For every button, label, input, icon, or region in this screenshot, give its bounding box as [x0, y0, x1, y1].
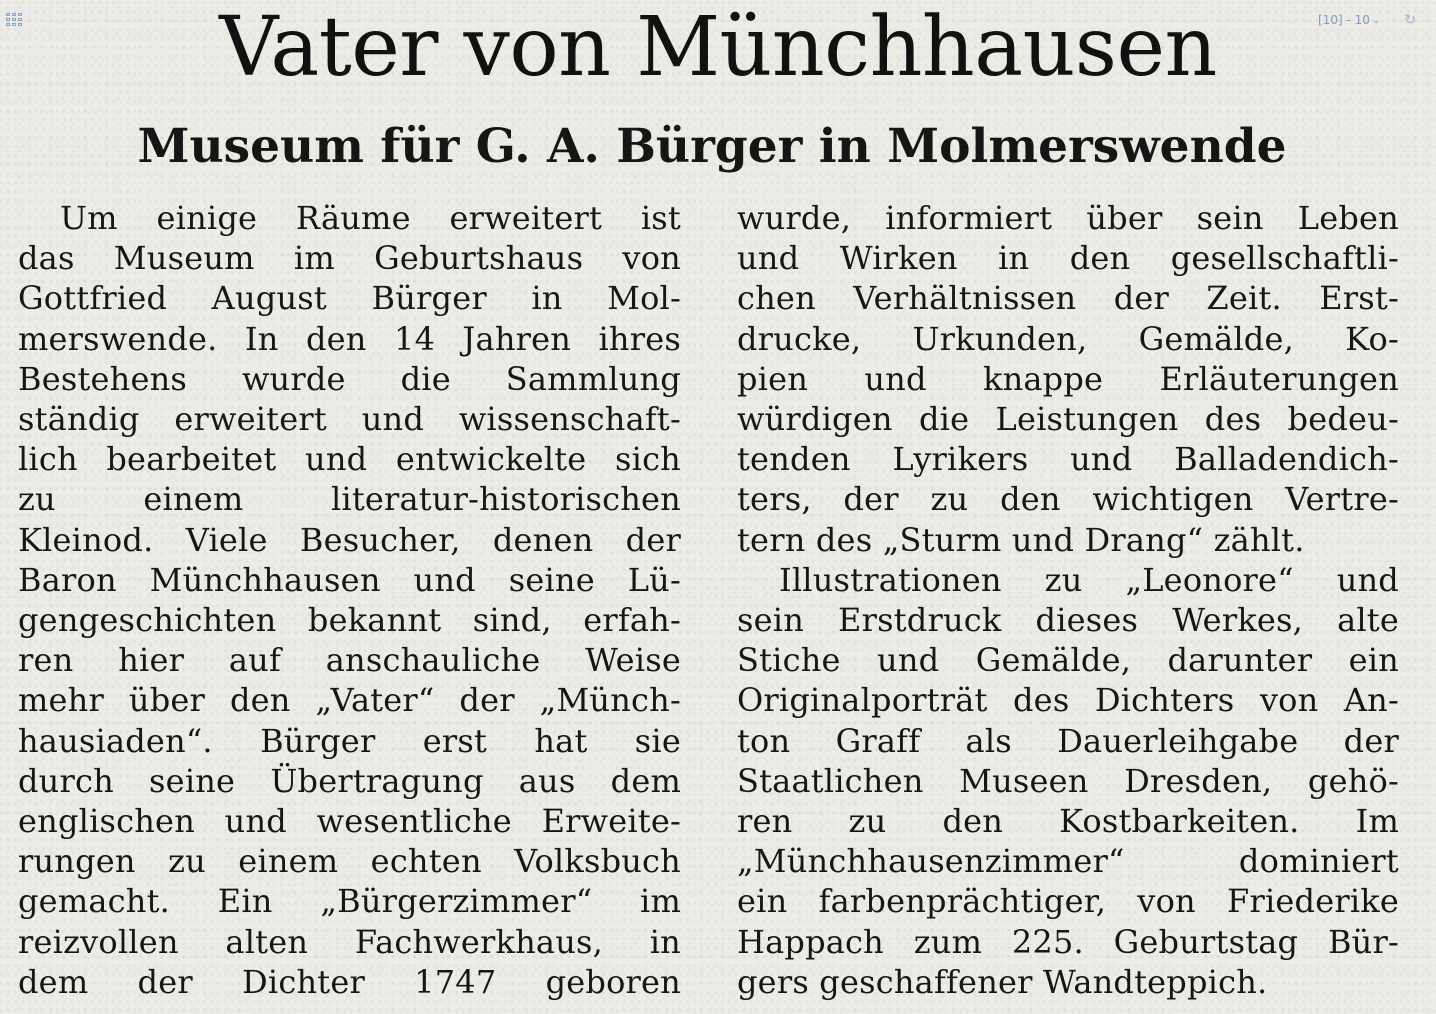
text-line: Bestehens wurde die Sammlung: [18, 359, 681, 398]
text-line: durch seine Übertragung aus dem: [18, 761, 681, 800]
text-line: reizvollen alten Fachwerkhaus, in: [18, 922, 681, 961]
text-line: gemacht. Ein „Bürgerzimmer“ im: [18, 882, 681, 921]
text-line: „Münchhausenzimmer“ dominiert: [737, 842, 1399, 881]
text-line: Stiche und Gemälde, darunter ein: [737, 641, 1399, 680]
text-line: gers geschaffener Wandteppich.: [737, 962, 1268, 1001]
article-column-right: [737, 198, 1399, 1002]
text-line: Baron Münchhausen und seine Lü-: [18, 560, 681, 599]
page-indicator: [10] - 10: [1318, 13, 1370, 27]
text-line: Staatlichen Museen Dresden, gehö-: [737, 761, 1399, 800]
text-line: das Museum im Geburtshaus von: [18, 239, 681, 278]
text-line: ren hier auf anschauliche Weise: [18, 641, 681, 680]
text-line: und Wirken in den gesellschaftli-: [737, 239, 1399, 278]
text-line: lich bearbeitet und entwickelte sich: [18, 440, 681, 479]
text-line: wurde, informiert über sein Leben: [737, 199, 1399, 237]
chevron-down-icon: ⌄: [1371, 14, 1381, 26]
text-line: zu einem literatur-historischen: [18, 480, 681, 519]
text-line: Originalporträt des Dichters von An-: [737, 681, 1399, 720]
article-subtitle: Museum für G. A. Bürger in Molmerswende: [137, 119, 1287, 174]
text-line: dem der Dichter 1747 geboren: [18, 962, 681, 1001]
text-line: chen Verhältnissen der Zeit. Erst-: [737, 279, 1399, 318]
text-line: tenden Lyrikers und Balladendich-: [737, 440, 1399, 479]
text-line: ständig erweitert und wissenschaft-: [18, 400, 681, 439]
text-line: merswende. In den 14 Jahren ihres: [18, 319, 681, 358]
text-line: Kleinod. Viele Besucher, denen der: [18, 520, 681, 559]
text-line: mehr über den „Vater“ der „Münch-: [18, 681, 681, 720]
text-line: würdigen die Leistungen des bedeu-: [737, 400, 1399, 439]
text-line: rungen zu einem echten Volksbuch: [18, 842, 681, 881]
text-line: Um einige Räume erweitert ist: [60, 199, 681, 237]
text-line: ein farbenprächtiger, von Friederike: [737, 882, 1399, 921]
text-line: drucke, Urkunden, Gemälde, Ko-: [737, 319, 1399, 358]
text-line: sein Erstdruck dieses Werkes, alte: [737, 601, 1399, 640]
article-column-left: [18, 198, 681, 1002]
text-line: pien und knappe Erläuterungen: [737, 359, 1399, 398]
text-line: tern des „Sturm und Drang“ zählt.: [737, 520, 1305, 559]
article-title: Vater von Münchhausen: [219, 0, 1217, 95]
text-line: gengeschichten bekannt sind, erfah-: [18, 601, 681, 640]
text-line: ton Graff als Dauerleihgabe der: [737, 721, 1399, 760]
text-line: ren zu den Kostbarkeiten. Im: [737, 802, 1399, 841]
text-line: englischen und wesentliche Erweite-: [18, 802, 681, 841]
text-line: ters, der zu den wichtigen Vertre-: [737, 480, 1399, 519]
text-line: Illustrationen zu „Leonore“ und: [779, 560, 1399, 599]
text-line: Gottfried August Bürger in Mol-: [18, 279, 681, 318]
rotate-icon[interactable]: ↻: [1404, 12, 1416, 28]
text-line: Happach zum 225. Geburtstag Bür-: [737, 922, 1399, 961]
text-line: hausiaden“. Bürger erst hat sie: [18, 721, 681, 760]
